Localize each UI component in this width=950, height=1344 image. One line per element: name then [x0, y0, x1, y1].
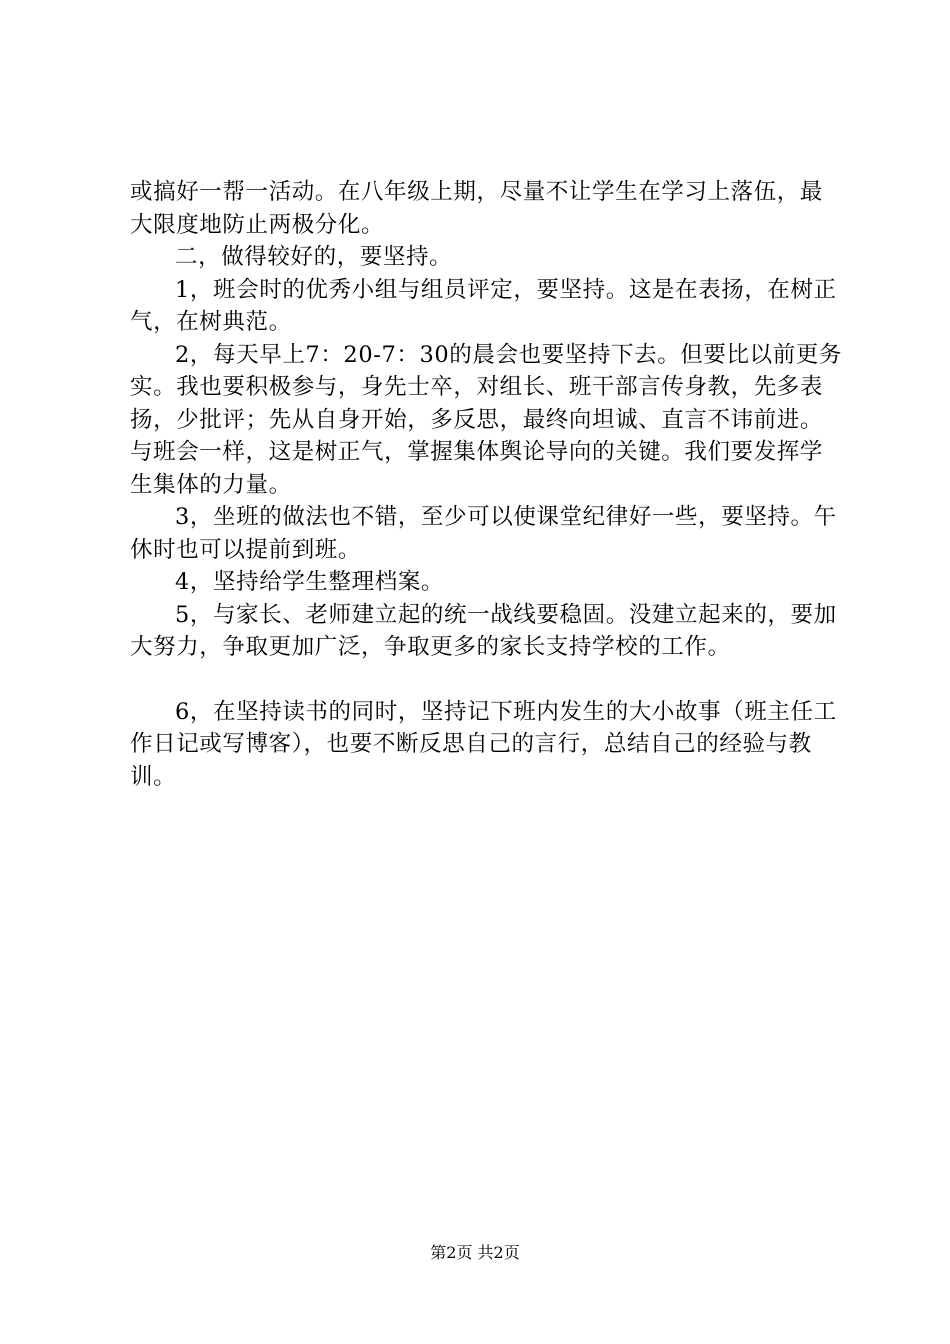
list-item: 3，坐班的做法也不错，至少可以使课堂纪律好一些，要坚持。午休时也可以提前到班。	[130, 504, 837, 563]
page-number: 第2页 共2页	[430, 1243, 520, 1262]
document-body	[130, 176, 845, 793]
list-item: 1，班会时的优秀小组与组员评定，要坚持。这是在表扬，在树正气，在树典范。	[130, 276, 837, 335]
list-item: 4，坚持给学生整理档案。	[175, 569, 445, 595]
list-item: 6，在坚持读书的同时，坚持记下班内发生的大小故事（班主任工作日记或写博客），也要不断反思自己的言行，总结自己的经验与教训。	[130, 698, 837, 790]
section-heading: 二，做得较好的，要坚持。	[175, 244, 453, 270]
list-item: 2，每天早上7：20-7：30的晨会也要坚持下去。但要比以前更务实。我也要积极参与，身先士卒，对组长、班干部言传身教，先多表扬，少批评；先从自身开始，多反思，最终向坦诚、直言不讳前进。与班会一样，这是树正气，掌握集体舆论导向的关键。我们要发挥学生集体的力量。	[130, 341, 843, 498]
list-item: 5，与家长、老师建立起的统一战线要稳固。没建立起来的，要加大努力，争取更加广泛，争取更多的家长支持学校的工作。	[130, 601, 837, 660]
paragraph-continued: 或搞好一帮一活动。在八年级上期，尽量不让学生在学习上落伍，最大限度地防止两极分化。	[130, 179, 824, 238]
page-footer	[0, 1243, 950, 1263]
